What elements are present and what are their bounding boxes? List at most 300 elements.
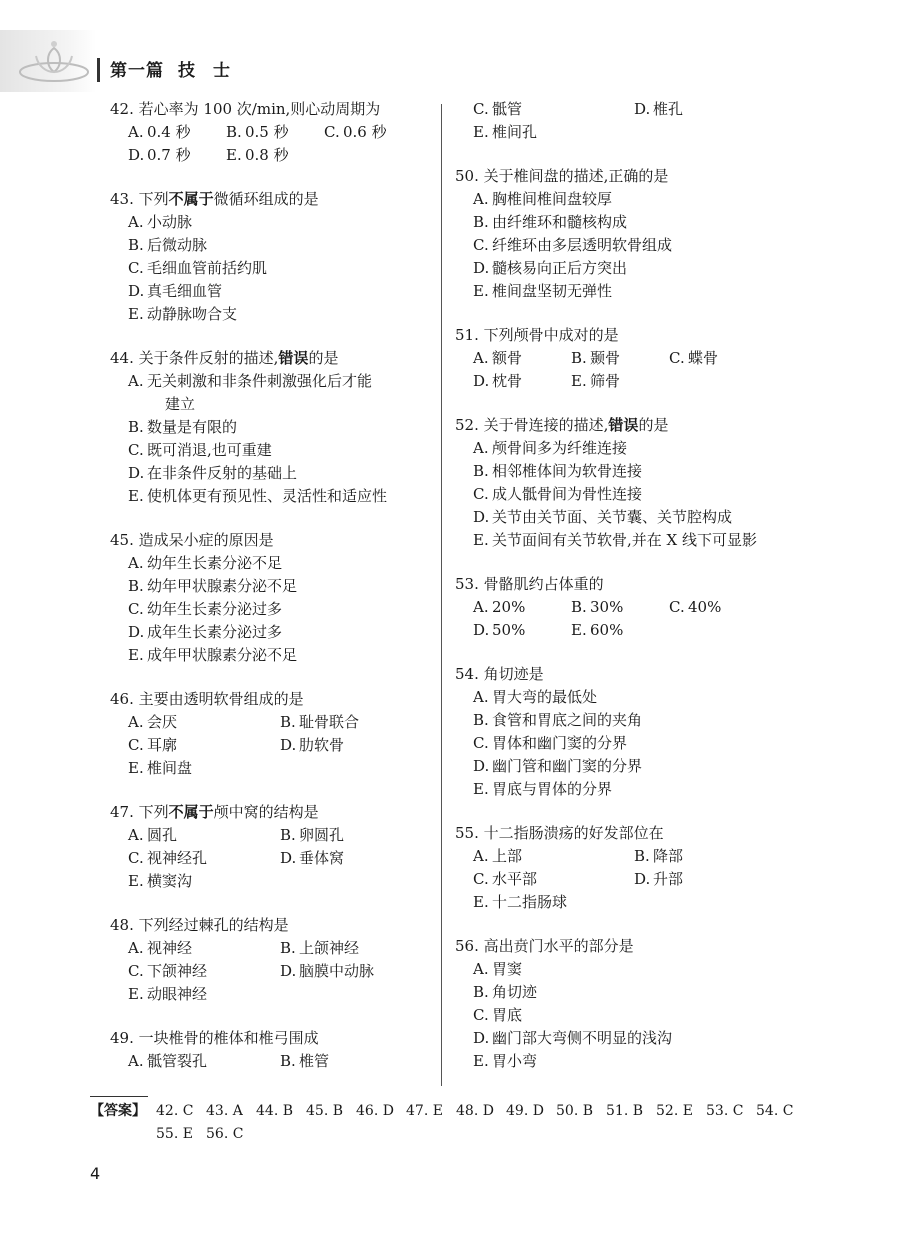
option xyxy=(128,416,432,439)
question xyxy=(110,529,432,667)
option-text: 额骨 xyxy=(492,349,523,367)
option xyxy=(128,711,280,734)
stem-text: 关于条件反射的描述, xyxy=(138,349,279,367)
option-text: 肋软骨 xyxy=(299,736,345,754)
option xyxy=(128,280,432,303)
option-key: E. xyxy=(226,146,242,164)
option-text: 胸椎间椎间盘较厚 xyxy=(492,190,613,208)
option-row xyxy=(473,868,795,891)
option-list xyxy=(110,121,432,167)
question-number: 48. xyxy=(110,916,134,934)
option-key: D. xyxy=(473,259,490,277)
option-key: A. xyxy=(128,713,144,731)
question xyxy=(110,1027,432,1073)
option-key: B. xyxy=(226,123,242,141)
option xyxy=(473,98,634,121)
option xyxy=(128,303,432,326)
option xyxy=(128,234,432,257)
answer-item: 52. E xyxy=(656,1103,693,1119)
option-list xyxy=(110,1050,432,1073)
option-key: A. xyxy=(128,554,144,572)
option-text: 无关刺激和非条件刺激强化后才能 xyxy=(147,372,373,390)
option-list xyxy=(110,711,432,780)
option-text: 骶管 xyxy=(492,100,523,118)
answer-item: 51. B xyxy=(606,1103,644,1119)
option xyxy=(473,188,795,211)
option xyxy=(473,891,637,914)
stem-emphasis: 错误 xyxy=(608,416,639,434)
stem-text: 一块椎骨的椎体和椎弓围成 xyxy=(138,1029,319,1047)
option-text: 筛骨 xyxy=(590,372,621,390)
option-row xyxy=(128,121,432,144)
option-key: D. xyxy=(473,1029,490,1047)
question-number: 42. xyxy=(110,100,134,118)
option xyxy=(473,506,795,529)
answer-label: 【答案】 xyxy=(90,1103,146,1119)
option-text: 使机体更有预见性、灵活性和适应性 xyxy=(147,487,388,505)
question xyxy=(455,324,795,393)
left-column xyxy=(110,98,432,1073)
answer-item: 46. D xyxy=(356,1103,394,1119)
option-text: 成人骶骨间为骨性连接 xyxy=(492,485,643,503)
question-number: 44. xyxy=(110,349,134,367)
page-header xyxy=(0,0,900,100)
question xyxy=(110,914,432,1006)
option-key: E. xyxy=(473,893,489,911)
option-text: 相邻椎体间为软骨连接 xyxy=(492,462,643,480)
option xyxy=(128,870,290,893)
option-list xyxy=(110,552,432,667)
stem-text: 关于骨连接的描述, xyxy=(483,416,609,434)
option xyxy=(473,1050,795,1073)
option xyxy=(473,121,637,144)
option xyxy=(669,347,767,370)
option-text: 椎管 xyxy=(299,1052,330,1070)
answer-item: 54. C xyxy=(756,1103,794,1119)
option xyxy=(128,485,432,508)
option-key: B. xyxy=(128,418,144,436)
stem-text: 下列 xyxy=(138,190,169,208)
question xyxy=(455,935,795,1073)
option-key: C. xyxy=(128,962,144,980)
option-row xyxy=(128,144,432,167)
option-text: 椎间孔 xyxy=(492,123,538,141)
option-text: 上颌神经 xyxy=(299,939,360,957)
option xyxy=(128,734,280,757)
option-key: C. xyxy=(473,1006,489,1024)
option xyxy=(280,1050,432,1073)
option-text: 40% xyxy=(688,598,722,616)
option-key: D. xyxy=(634,100,651,118)
option-key: B. xyxy=(473,711,489,729)
option xyxy=(128,462,432,485)
option-key: E. xyxy=(571,621,587,639)
option xyxy=(473,280,795,303)
option-key: C. xyxy=(473,734,489,752)
option-key: B. xyxy=(473,213,489,231)
option-key: A. xyxy=(128,213,144,231)
question-number: 53. xyxy=(455,575,479,593)
option-key: C. xyxy=(473,236,489,254)
option-row xyxy=(128,1050,432,1073)
question-stem xyxy=(110,688,432,711)
option-key: C. xyxy=(128,849,144,867)
option xyxy=(226,144,324,167)
option xyxy=(473,981,795,1004)
question-stem xyxy=(455,573,795,596)
option-row xyxy=(473,347,795,370)
stem-text: 下列 xyxy=(138,803,169,821)
question xyxy=(455,414,795,552)
question-stem xyxy=(455,324,795,347)
option-key: B. xyxy=(473,983,489,1001)
stem-text: 角切迹是 xyxy=(483,665,544,683)
option-key: C. xyxy=(669,598,685,616)
option-key: C. xyxy=(128,441,144,459)
option-row xyxy=(128,757,432,780)
question-number: 43. xyxy=(110,190,134,208)
answer-item: 45. B xyxy=(306,1103,344,1119)
option-key: C. xyxy=(128,736,144,754)
question-number: 55. xyxy=(455,824,479,842)
option xyxy=(324,121,422,144)
option-text: 圆孔 xyxy=(147,826,178,844)
option xyxy=(280,824,432,847)
option-key: D. xyxy=(634,870,651,888)
option-key: B. xyxy=(280,713,296,731)
option-text: 脑膜中动脉 xyxy=(299,962,375,980)
option xyxy=(128,211,432,234)
stem-text: 颅中窝的结构是 xyxy=(213,803,319,821)
option-text: 关节面间有关节软骨,并在 X 线下可显影 xyxy=(492,531,757,549)
option-text: 成年甲状腺素分泌不足 xyxy=(147,646,298,664)
option-key: E. xyxy=(473,780,489,798)
option xyxy=(128,644,432,667)
option-row xyxy=(473,619,795,642)
header-bar xyxy=(97,58,100,82)
option-key: D. xyxy=(473,372,490,390)
option-row xyxy=(128,937,432,960)
option-row xyxy=(128,734,432,757)
option-key: D. xyxy=(280,849,297,867)
option-row xyxy=(128,983,432,1006)
question xyxy=(455,165,795,303)
answer-item: 53. C xyxy=(706,1103,744,1119)
option-text-continued: 建立 xyxy=(165,395,196,413)
option xyxy=(473,732,795,755)
answer-rule xyxy=(90,1096,148,1097)
option-list xyxy=(455,437,795,552)
answer-list xyxy=(156,1100,816,1146)
option-list xyxy=(455,596,795,642)
option-text: 动眼神经 xyxy=(147,985,208,1003)
stem-emphasis: 不属于 xyxy=(168,190,214,208)
stem-text: 十二指肠溃疡的好发部位在 xyxy=(483,824,664,842)
option-text: 20% xyxy=(492,598,526,616)
page-number: 4 xyxy=(90,1164,101,1183)
option xyxy=(128,257,432,280)
option-text: 幽门管和幽门窦的分界 xyxy=(492,757,643,775)
option-list xyxy=(455,686,795,801)
option-key: B. xyxy=(634,847,650,865)
answer-item: 56. C xyxy=(206,1126,244,1142)
option xyxy=(473,370,571,393)
option xyxy=(128,937,280,960)
option-text: 由纤维环和髓核构成 xyxy=(492,213,628,231)
option xyxy=(473,845,634,868)
question-number: 54. xyxy=(455,665,479,683)
option-text: 纤维环由多层透明软骨组成 xyxy=(492,236,673,254)
option-row xyxy=(128,824,432,847)
stem-text: 下列颅骨中成对的是 xyxy=(483,326,619,344)
option-key: E. xyxy=(128,487,144,505)
option xyxy=(280,937,432,960)
question-stem xyxy=(110,914,432,937)
lotus-logo-icon xyxy=(12,34,96,90)
option-row xyxy=(128,711,432,734)
column-divider xyxy=(441,104,442,1086)
option-text: 横窦沟 xyxy=(147,872,193,890)
option xyxy=(473,460,795,483)
option-text: 水平部 xyxy=(492,870,538,888)
option-text: 幽门部大弯侧不明显的浅沟 xyxy=(492,1029,673,1047)
option xyxy=(571,347,669,370)
option xyxy=(128,598,432,621)
question-stem xyxy=(110,1027,432,1050)
option-text: 降部 xyxy=(653,847,684,865)
option-key: A. xyxy=(128,372,144,390)
option xyxy=(128,370,432,393)
option xyxy=(128,983,290,1006)
question-number: 56. xyxy=(455,937,479,955)
option-key: A. xyxy=(473,349,489,367)
option-row xyxy=(128,870,432,893)
option-text: 会厌 xyxy=(147,713,178,731)
question xyxy=(455,98,795,144)
stem-text: 的是 xyxy=(308,349,339,367)
question-stem xyxy=(455,935,795,958)
option-key: B. xyxy=(473,462,489,480)
option-key: B. xyxy=(571,598,587,616)
question-stem xyxy=(455,414,795,437)
option-key: B. xyxy=(571,349,587,367)
option-text: 颅骨间多为纤维连接 xyxy=(492,439,628,457)
part-title: 技士 xyxy=(178,61,248,81)
stem-text: 微循环组成的是 xyxy=(213,190,319,208)
option xyxy=(128,575,432,598)
option-text: 卵圆孔 xyxy=(299,826,345,844)
option-text: 既可消退,也可重建 xyxy=(147,441,272,459)
option xyxy=(473,778,795,801)
option xyxy=(128,757,290,780)
option xyxy=(128,121,226,144)
option xyxy=(128,552,432,575)
option xyxy=(128,1050,280,1073)
option-key: E. xyxy=(128,985,144,1003)
question-stem xyxy=(110,529,432,552)
option-key: E. xyxy=(571,372,587,390)
option-text: 毛细血管前括约肌 xyxy=(147,259,268,277)
option-text: 后微动脉 xyxy=(147,236,208,254)
answer-item: 42. C xyxy=(156,1103,194,1119)
option-key: E. xyxy=(473,282,489,300)
option-text: 椎间盘 xyxy=(147,759,193,777)
option-row xyxy=(128,847,432,870)
option-row xyxy=(473,845,795,868)
question-number: 49. xyxy=(110,1029,134,1047)
question-stem xyxy=(110,347,432,370)
answer-item: 47. E xyxy=(406,1103,443,1119)
stem-text: 的是 xyxy=(638,416,669,434)
option xyxy=(473,1027,795,1050)
option-key: B. xyxy=(128,577,144,595)
option-key: D. xyxy=(128,464,145,482)
answer-item: 43. A xyxy=(206,1103,243,1119)
option xyxy=(473,437,795,460)
option-text: 30% xyxy=(590,598,624,616)
option-key: C. xyxy=(473,100,489,118)
option-text: 十二指肠球 xyxy=(492,893,568,911)
option-text: 数量是有限的 xyxy=(147,418,238,436)
option-list xyxy=(455,188,795,303)
option-key: A. xyxy=(128,123,144,141)
option-row xyxy=(473,891,795,914)
option-key: E. xyxy=(473,531,489,549)
question xyxy=(455,663,795,801)
option-text: 小动脉 xyxy=(147,213,193,231)
option xyxy=(571,619,669,642)
option-list xyxy=(110,370,432,508)
option-key: B. xyxy=(280,939,296,957)
question-number: 51. xyxy=(455,326,479,344)
question xyxy=(110,801,432,893)
question-number: 47. xyxy=(110,803,134,821)
option-text: 耻骨联合 xyxy=(299,713,360,731)
option xyxy=(473,596,571,619)
option xyxy=(634,845,795,868)
option-text: 蝶骨 xyxy=(688,349,719,367)
option-row xyxy=(473,596,795,619)
option xyxy=(473,347,571,370)
question-stem xyxy=(110,801,432,824)
option xyxy=(128,144,226,167)
option-key: C. xyxy=(128,600,144,618)
option-key: D. xyxy=(473,757,490,775)
option-row xyxy=(473,370,795,393)
option-key: A. xyxy=(128,826,144,844)
option-text: 胃窦 xyxy=(492,960,523,978)
option-text: 下颌神经 xyxy=(147,962,208,980)
option-text: 幼年甲状腺素分泌不足 xyxy=(147,577,298,595)
question-stem xyxy=(455,822,795,845)
option-key: E. xyxy=(473,1052,489,1070)
option-key: D. xyxy=(128,146,145,164)
option-text: 椎间盘坚韧无弹性 xyxy=(492,282,613,300)
question xyxy=(110,188,432,326)
option-key: E. xyxy=(473,123,489,141)
option-key: D. xyxy=(473,621,490,639)
option xyxy=(128,824,280,847)
option-key: A. xyxy=(473,598,489,616)
option-key: C. xyxy=(473,870,489,888)
option-key: D. xyxy=(280,962,297,980)
option xyxy=(473,958,795,981)
question-stem xyxy=(110,188,432,211)
option-list xyxy=(110,211,432,326)
option-text: 食管和胃底之间的夹角 xyxy=(492,711,643,729)
page-title xyxy=(110,56,248,81)
option-text: 0.6 秒 xyxy=(343,123,387,141)
option-text: 胃底与胃体的分界 xyxy=(492,780,613,798)
option-text: 0.7 秒 xyxy=(147,146,191,164)
option xyxy=(280,847,432,870)
question xyxy=(455,573,795,642)
question xyxy=(110,347,432,508)
option-text: 胃体和幽门窦的分界 xyxy=(492,734,628,752)
option-text: 成年生长素分泌过多 xyxy=(147,623,283,641)
option-row xyxy=(473,121,795,144)
option-text: 0.4 秒 xyxy=(147,123,191,141)
option xyxy=(634,98,795,121)
option xyxy=(128,621,432,644)
option-key: A. xyxy=(128,939,144,957)
option-key: D. xyxy=(128,282,145,300)
option xyxy=(473,529,795,552)
option-text: 关节由关节面、关节囊、关节腔构成 xyxy=(492,508,733,526)
answer-item: 44. B xyxy=(256,1103,294,1119)
option-key: E. xyxy=(128,305,144,323)
option-text: 真毛细血管 xyxy=(147,282,223,300)
option xyxy=(128,847,280,870)
option xyxy=(226,121,324,144)
option-key: E. xyxy=(128,872,144,890)
stem-emphasis: 错误 xyxy=(278,349,309,367)
option xyxy=(473,619,571,642)
option-list xyxy=(455,958,795,1073)
option-text: 视神经孔 xyxy=(147,849,208,867)
option-key: D. xyxy=(473,508,490,526)
answer-item: 49. D xyxy=(506,1103,544,1119)
option-text: 视神经 xyxy=(147,939,193,957)
question-number: 50. xyxy=(455,167,479,185)
stem-text: 关于椎间盘的描述,正确的是 xyxy=(483,167,669,185)
option-text: 0.5 秒 xyxy=(245,123,289,141)
option-key: A. xyxy=(473,847,489,865)
option xyxy=(473,686,795,709)
option-text: 胃底 xyxy=(492,1006,523,1024)
option xyxy=(473,211,795,234)
option-text: 上部 xyxy=(492,847,523,865)
question-stem xyxy=(455,663,795,686)
question-number: 52. xyxy=(455,416,479,434)
stem-emphasis: 不属于 xyxy=(168,803,214,821)
answer-item: 55. E xyxy=(156,1126,193,1142)
option xyxy=(280,960,432,983)
question-number: 46. xyxy=(110,690,134,708)
stem-text: 下列经过棘孔的结构是 xyxy=(138,916,289,934)
question-stem xyxy=(110,98,432,121)
option-text: 椎孔 xyxy=(653,100,684,118)
option-text: 垂体窝 xyxy=(299,849,345,867)
option xyxy=(473,257,795,280)
option-list xyxy=(455,845,795,914)
question xyxy=(110,688,432,780)
stem-text: 骨骼肌约占体重的 xyxy=(483,575,604,593)
option xyxy=(473,1004,795,1027)
option-key: B. xyxy=(280,826,296,844)
option-text: 60% xyxy=(590,621,624,639)
option-key: B. xyxy=(128,236,144,254)
